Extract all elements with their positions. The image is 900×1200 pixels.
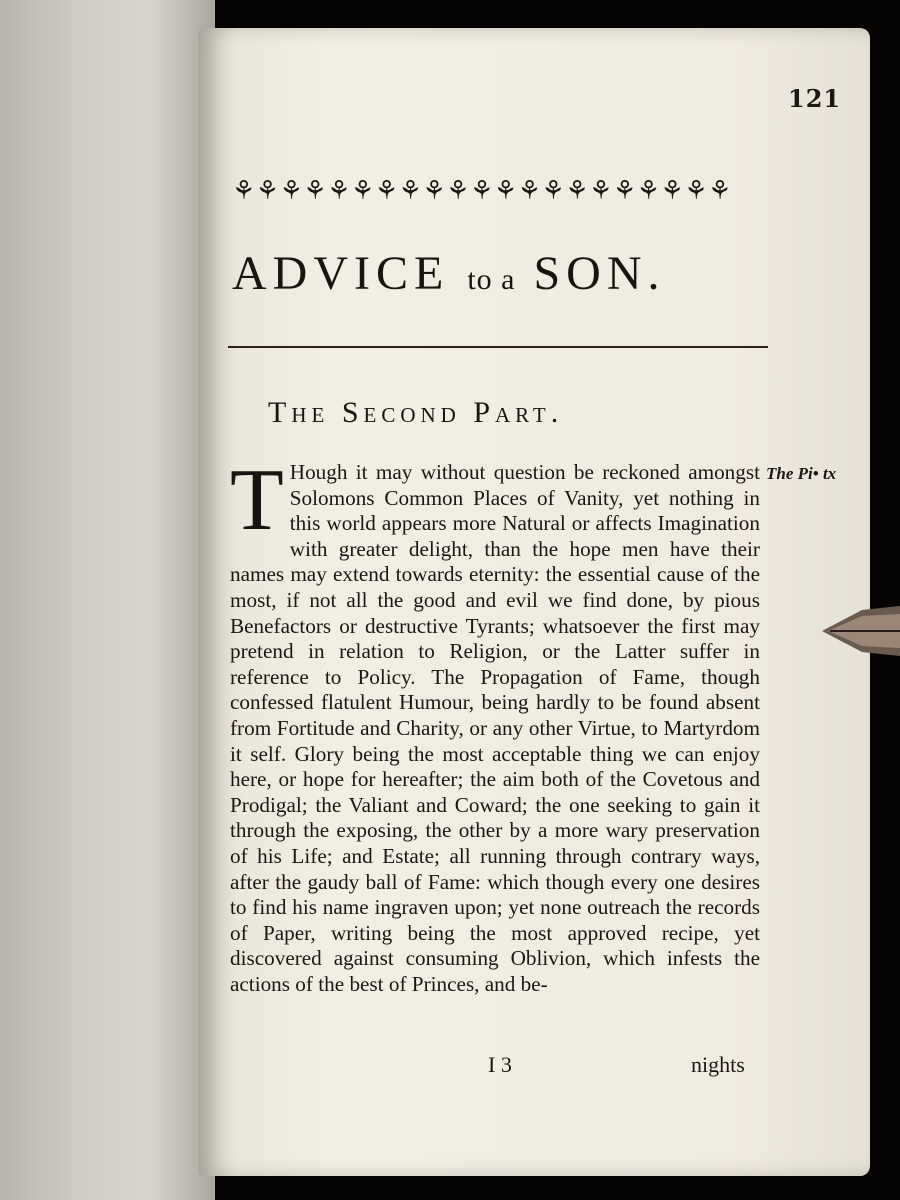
catchword: nights bbox=[691, 1052, 745, 1077]
page-title bbox=[232, 246, 792, 301]
book-page bbox=[198, 28, 870, 1176]
facing-page bbox=[0, 0, 215, 1200]
signature-mark: I 3 bbox=[488, 1052, 512, 1077]
marginal-note: The Pi• tx bbox=[766, 464, 837, 483]
body-text-block bbox=[230, 452, 760, 997]
body-paragraph: Hough it may without question be reckoned amongst Solomons Common Places of Vanity, yet nothing in this world appears more Natural or affects Imagination with greater delight, than the hope men have their names may extend towards eternity: the essential cause of the most, if not all the good and evil we find done, by pious Benefactors or destructive Tyrants; whatsoever the first may pretend in relation to Religion, or the Latter suffer in reference to Policy. The Propagation of Fame, though confessed flatulent Humour, being hardly to be found absent from Fortitude and Charity, or any other Virtue, to Martyrdom it self. Glory being the most acceptable thing we can enjoy here, or hope for hereafter; the aim both of the Covetous and Prodigal; the Valiant and Coward; the one seeking to gain it through the exposing, the other by a more wary preservation of his Life; and Estate; all running through contrary ways, after the gaudy ball of Fame: which though every one desires to find his name ingraven upon; yet none outreach the records of Paper, writing being the most approved recipe, yet discovered against consuming Oblivion, which infests the actions of the best of Princes, and be- bbox=[230, 460, 760, 996]
title-rule bbox=[228, 346, 768, 348]
page-number: 121 bbox=[788, 84, 842, 113]
drop-cap: T bbox=[230, 452, 284, 549]
title-end: SON. bbox=[533, 247, 666, 300]
title-main: ADVICE bbox=[232, 247, 450, 300]
section-heading: The Second Part. bbox=[268, 396, 564, 429]
title-connector: to a bbox=[467, 263, 516, 296]
pen-tip-pointer bbox=[822, 606, 900, 656]
printers-ornament-band: ⚘⚘⚘⚘⚘⚘⚘⚘⚘⚘⚘⚘⚘⚘⚘⚘⚘⚘⚘⚘⚘ bbox=[232, 176, 732, 206]
